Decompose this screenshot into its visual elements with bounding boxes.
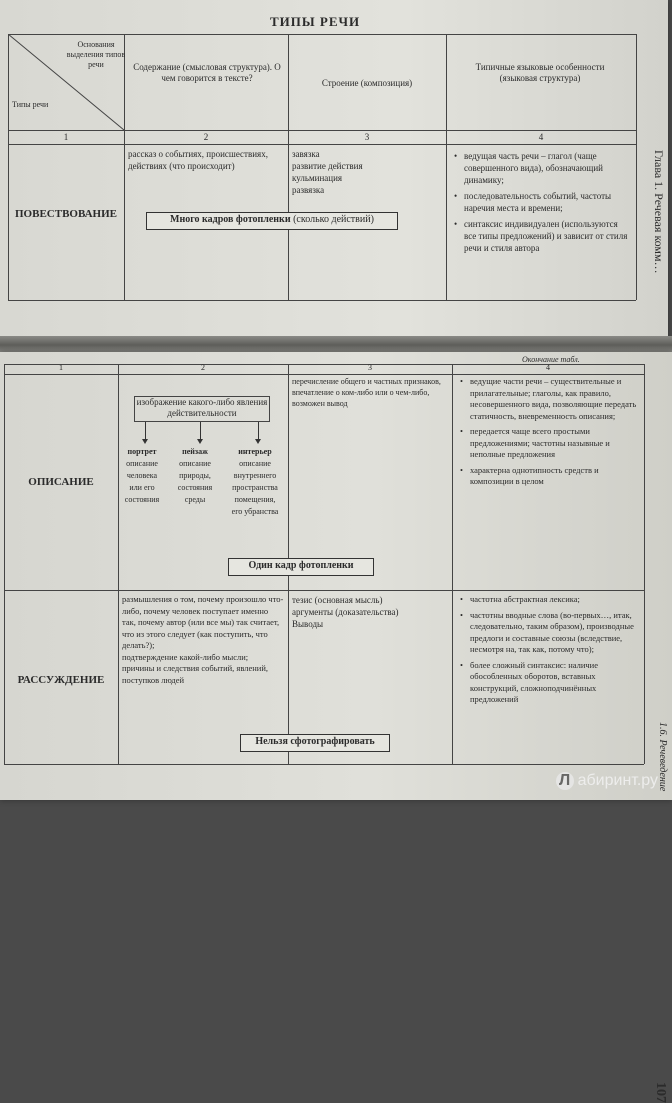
feature-item: • частотны вводные слова (во-первых…, итак, следовательно, таким образом), производные предлоги и составные союзы (вследствие, несмотря на, так как, потому что); [470,610,638,656]
structure-item: кульминация [292,173,343,183]
description-subcol-portrait: портрет описание человека или его состояния [124,447,160,504]
narration-box-extra: (сколько действий) [293,214,374,225]
col-number-4b: 4 [546,363,550,372]
reasoning-summary-box: Нельзя сфотографировать [240,734,390,752]
description-subcol-interior: интерьер описание внутреннего пространства помещения, его убранства [231,447,279,516]
reasoning-type: РАССУЖДЕНИЕ [17,674,105,686]
description-structure: перечисление общего и частных признаков, впечатление о ком-либо или о чем-либо, возможен вывод [292,377,441,408]
site-logo: Л абиринт.ру [556,772,658,790]
feature-item: • более сложный синтаксис: наличие обособленных оборотов, вставных конструкций, сложноподчинённых предложений [470,660,638,706]
col-number-1b: 1 [59,363,63,372]
structure-item: Выводы [292,619,324,629]
reasoning-content [122,594,284,686]
logo-mark-icon: Л [556,772,574,790]
header-content: Содержание (смысловая структура). О чем говорится в тексте? [133,62,281,83]
feature-item: • частотна абстрактная лексика; [470,594,638,606]
narration-structure [292,148,442,196]
structure-item: развитие действия [292,161,363,171]
narration-features [452,150,630,258]
col-number-4: 4 [538,132,544,142]
page-number: 107 [653,1082,668,1103]
arrow-down-icon [258,422,259,440]
description-type: ОПИСАНИЕ [28,476,94,488]
narration-type: ПОВЕСТВОВАНИЕ [15,208,117,220]
feature-item: • ведущая часть речи – глагол (чаще совершенного вида), обозначающий динамику; [464,150,630,186]
narration-content: рассказ о событиях, происшествиях, действиях (что происходит) [128,149,268,171]
reasoning-features [458,594,638,710]
feature-item: • передается чаще всего простыми предложениями; частотны назывные и неполные предложения [470,426,638,461]
structure-item: завязка [292,149,320,159]
content-item: размышления о том, почему произошло что-либо, почему человек поступает именно так, почему автор (или все мы) так считает, что из этого следует (как поступить, что делать?); [122,594,284,650]
arrow-down-icon [200,422,201,440]
page-title: ТИПЫ РЕЧИ [270,14,361,29]
narration-box-main: Много кадров фотопленки [170,214,291,225]
feature-item: • характерна однотипность средств и композиции в целом [470,465,638,488]
chapter-sidebar: Глава 1. Речевая комм… [652,150,666,274]
description-top-box: изображение какого-либо явления действительности [134,396,270,422]
header-diag-top: Основания выделения типов речи [66,40,126,69]
feature-item: • последовательность событий, частоты наречия места и времени; [464,190,630,214]
col-number-3b: 3 [368,363,372,372]
top-page [0,0,668,340]
continuation-label: Окончание табл. [522,355,580,364]
header-features: Типичные языковые особенности (языковая структура) [475,62,605,83]
col-number-2: 2 [203,132,209,142]
col-number-3: 3 [364,132,370,142]
structure-item: аргументы (доказательства) [292,607,399,617]
feature-item: • синтаксис индивидуален (используются все типы предложений) и зависит от стиля речи и стиля автора [464,218,630,254]
arrow-down-icon [145,422,146,440]
description-subcol-landscape: пейзаж описание природы, состояния среды [177,447,213,504]
description-summary-box: Один кадр фотопленки [228,558,374,576]
section-sidebar: 1.6. Речеведение [657,722,668,792]
feature-item: • ведущие части речи – существительные и прилагательные; глаголы, как правило, несовершенного вида, позволяющие передать статичность, вневременность описания; [470,376,638,422]
description-features [458,376,638,492]
content-item: причины и следствия событий, явлений, поступков людей [122,663,269,685]
col-number-2b: 2 [201,363,205,372]
bottom-page [0,352,672,1103]
reasoning-structure [292,594,448,630]
structure-item: развязка [292,185,325,195]
header-diag-bottom: Типы речи [12,100,49,109]
narration-summary-box [146,212,398,230]
col-number-1: 1 [63,132,69,142]
content-item: подтверждение какой-либо мысли; [122,651,249,662]
structure-item: тезис (основная мысль) [292,595,383,605]
header-structure: Строение (композиция) [321,78,413,88]
